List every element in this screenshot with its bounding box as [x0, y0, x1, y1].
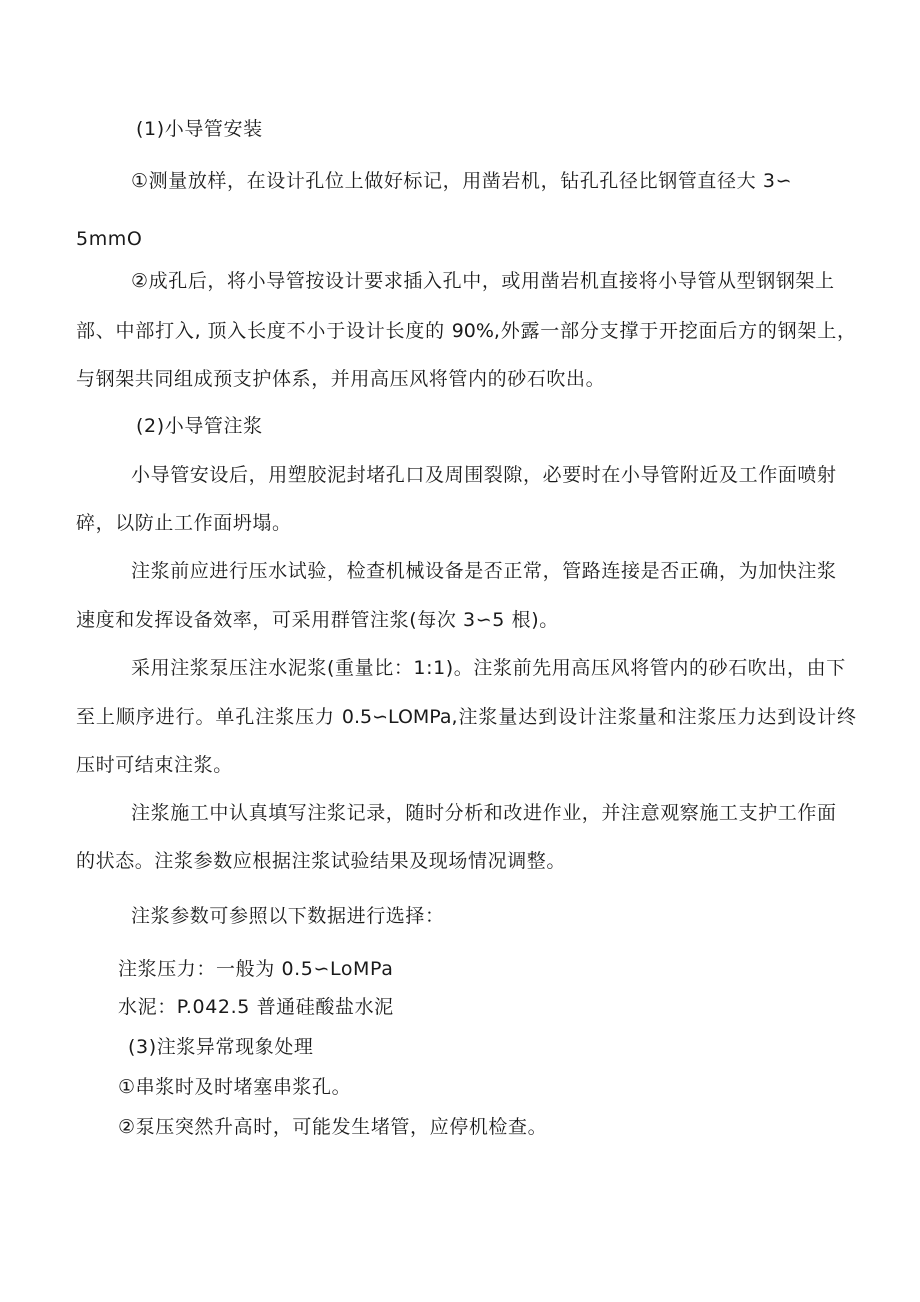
section-2-paragraph-5: 注浆参数可参照以下数据进行选择：: [131, 905, 445, 927]
section-3-item-1: ①串浆时及时堵塞串浆孔。: [118, 1076, 352, 1098]
section-1-paragraph-1-line-2: 5mmO: [76, 228, 143, 250]
section-2-paragraph-3-line-2: 至上顺序进行。单孔注浆压力 0.5∽LOMPa,注浆量达到设计注浆量和注浆压力达到设计终: [76, 706, 856, 728]
section-1-paragraph-2-line-3: 与钢架共同组成预支护体系，并用高压风将管内的砂石吹出。: [76, 368, 606, 390]
section-2-paragraph-4-line-2: 的状态。注浆参数应根据注浆试验结果及现场情况调整。: [76, 850, 567, 872]
section-2-paragraph-1-line-2: 碎，以防止工作面坍塌。: [76, 512, 292, 534]
param-grout-pressure: 注浆压力：一般为 0.5∽LoMPa: [118, 958, 394, 980]
section-2-paragraph-3-line-3: 压时可结束注浆。: [76, 754, 233, 776]
section-3-heading: (3)注浆异常现象处理: [128, 1036, 314, 1058]
section-2-paragraph-2-line-1: 注浆前应进行压水试验，检查机械设备是否正常，管路连接是否正确，为加快注浆: [131, 560, 837, 582]
section-2-paragraph-1-line-1: 小导管安设后，用塑胶泥封堵孔口及周围裂隙，必要时在小导管附近及工作面喷射: [131, 464, 837, 486]
section-1-paragraph-2-line-2: 部、中部打入, 顶入长度不小于设计长度的 90%,外露一部分支撑于开挖面后方的钢架上，: [76, 320, 856, 342]
section-2-paragraph-4-line-1: 注浆施工中认真填写注浆记录，随时分析和改进作业，并注意观察施工支护工作面: [131, 802, 837, 824]
section-1-heading: (1)小导管安装: [136, 118, 263, 140]
section-3-item-2: ②泵压突然升高时，可能发生堵管，应停机检查。: [118, 1116, 548, 1138]
section-1-paragraph-1-line-1: ①测量放样，在设计孔位上做好标记，用凿岩机，钻孔孔径比钢管直径大 3∽: [131, 170, 793, 192]
section-2-paragraph-3-line-1: 采用注浆泵压注水泥浆(重量比：1:1)。注浆前先用高压风将管内的砂石吹出，由下: [131, 657, 846, 679]
section-2-paragraph-2-line-2: 速度和发挥设备效率，可采用群管注浆(每次 3∽5 根)。: [76, 609, 559, 631]
param-cement: 水泥：P.042.5 普通硅酸盐水泥: [118, 996, 394, 1018]
section-1-paragraph-2-line-1: ②成孔后，将小导管按设计要求插入孔中，或用凿岩机直接将小导管从型钢钢架上: [131, 270, 835, 292]
section-2-heading: (2)小导管注浆: [136, 415, 263, 437]
